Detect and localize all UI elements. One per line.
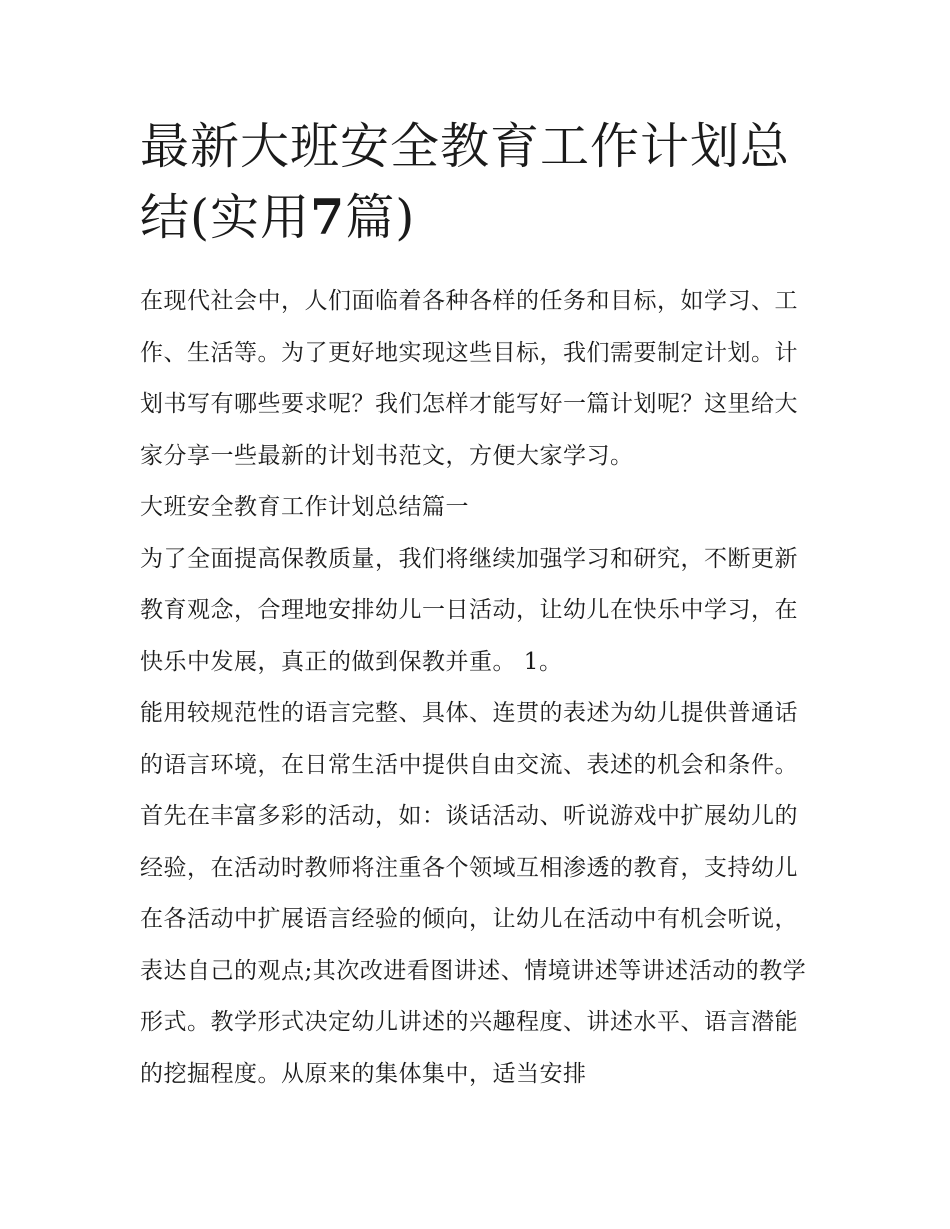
- title-number: 7: [310, 188, 346, 246]
- body-paragraph: 为了全面提高保教质量，我们将继续加强学习和研究，不断更新教育观念，合理地安排幼儿一日活动，让幼儿在快乐中学习，在快乐中发展，真正的做到保教并重。 1。: [140, 545, 798, 675]
- title-line-1: 最新大班安全教育工作计划总: [140, 118, 791, 175]
- intro-paragraph: 在现代社会中，人们面临着各种各样的任务和目标，如学习、工作、生活等。为了更好地实现这些目标，我们需要制定计划。计划书写有哪些要求呢？我们怎样才能写好一篇计划呢？这里给大家分享一些最新的计划书范文，方便大家学习。: [140, 288, 798, 469]
- document-title: [140, 112, 820, 253]
- document-body: [140, 276, 820, 1100]
- section-heading: 大班安全教育工作计划总结篇一: [140, 494, 469, 520]
- title-line-2-suffix: 篇): [345, 189, 416, 246]
- body-paragraph: 能用较规范性的语言完整、具体、连贯的表述为幼儿提供普通话的语言环境，在日常生活中提供自由交流、表述的机会和条件。首先在丰富多彩的活动，如：谈话活动、听说游戏中扩展幼儿的经验，在活动时教师将注重各个领域互相渗透的教育，支持幼儿在各活动中扩展语言经验的倾向，让幼儿在活动中有机会听说，表达自己的观点;其次改进看图讲述、情境讲述等讲述活动的教学形式。教学形式决定幼儿讲述的兴趣程度、讲述水平、语言潜能的挖掘程度。从原来的集体集中，适当安排: [140, 700, 807, 1087]
- title-line-2-prefix: 结(实用: [140, 189, 311, 246]
